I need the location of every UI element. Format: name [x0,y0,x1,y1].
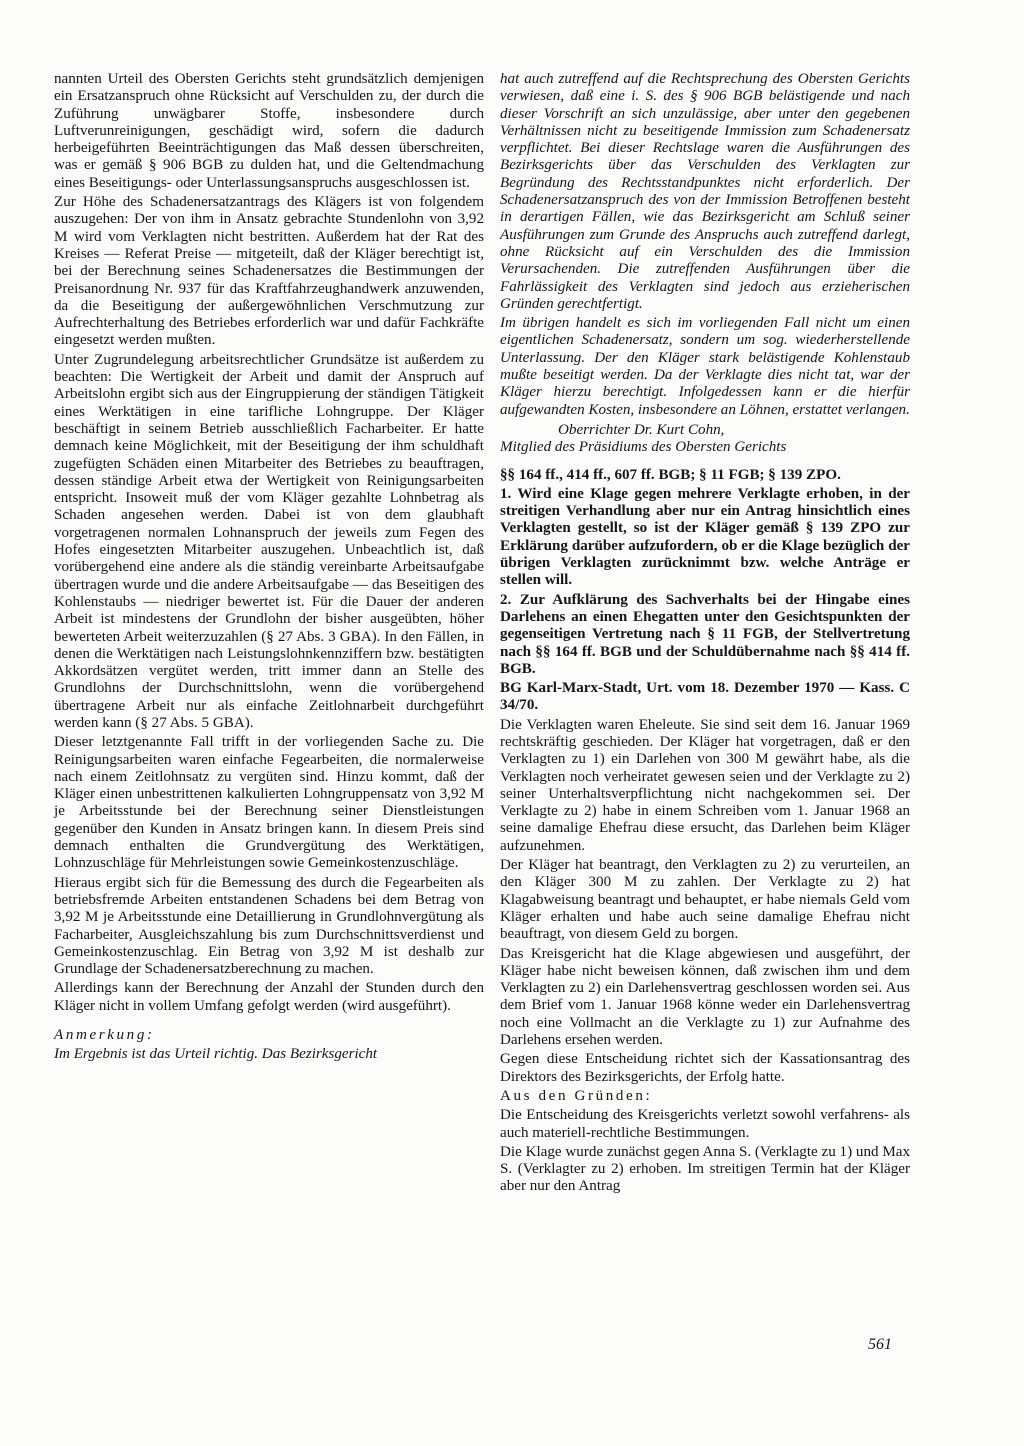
left-column-paragraph: Zur Höhe des Schadenersatzantrags des Klägers ist von folgendem auszugehen: Der von ihm in Ansatz gebrachte Stundenlohn von 3,92 M wird vom Verklagten nicht bestritten. Außerdem hat der Rat des Kreises — Referat Preise — mitgeteilt, daß der Kläger berechtigt ist, bei der Berechnung seines Schadenersatzes die Bestimmungen der Preisanordnung Nr. 937 für das Kraftfahrzeughandwerk anzuwenden, da die Beseitigung der außergewöhnlichen Verschmutzung zur Aufrechterhaltung des Betriebes erforderlich war und dafür Fachkräfte eingesetzt werden mußten. [54,194,484,349]
case-paragraph: 1. Wird eine Klage gegen mehrere Verklagte erhoben, in der streitigen Verhandlung aber nur ein Antrag hinsichtlich eines Verklagten gestellt, so ist der Kläger gemäß § 139 ZPO zur Erklärung darüber aufzufordern, ob er die Klage bezüglich der übrigen Verklagten zurücknimmt bzw. welche Anträge er stellen will. [500,485,910,589]
page-number: 561 [868,1336,892,1353]
signature-role: Mitglied des Präsidiums des Obersten Gerichts [500,439,787,456]
left-column-paragraph: nannten Urteil des Obersten Gerichts steht grundsätzlich demjenigen ein Ersatzanspruch ohne Rücksicht auf Verschulden zu, der durch die Zuführung unwägbarer Stoffe, insbesondere durch Luftverunreinigungen, geschädigt wird, sofern die dadurch herbeigeführten Beeinträchtigungen das Maß dessen überschreiten, was er gemäß § 906 BGB zu dulden hat, und die Geltendmachung eines Beseitigungs- oder Unterlassungsanspruchs ausgeschlossen ist. [54,71,484,191]
case-paragraph: Der Kläger hat beantragt, den Verklagten zu 2) zu verurteilen, an den Kläger 300 M zu zahlen. Der Verklagte zu 2) hat Klagabweisung beantragt und behauptet, er habe niemals Geld vom Kläger erhalten und habe auch seine damalige Ehefrau nicht beauftragt, von diesem Geld zu borgen. [500,857,910,943]
left-column-paragraph: Dieser letztgenannte Fall trifft in der vorliegenden Sache zu. Die Reinigungsarbeiten waren einfache Fegearbeiten, die normalerweise nach einem Zeitlohnsatz zu vergüten sind. Hinzu kommt, daß der Kläger einen unbestrittenen kalkulierten Lohngruppensatz von 3,92 M je Arbeitsstunde bei der Berechnung seiner Dienstleistungen gegenüber den Kunden in Ansatz bringen kann. In diesem Preis sind demnach enthalten die Grundvergütung des Werktätigen, Lohnzuschläge für Mehrleistungen sowie Gemeinkostenzuschläge. [54,734,484,872]
left-column-paragraph: Hieraus ergibt sich für die Bemessung des durch die Fegearbeiten als betriebsfremde Arbeiten entstandenen Schadens bei dem Betrag von 3,92 M je Arbeitsstunde eine Detaillierung in Grundlohnvergütung als Facharbeiter, Ausgleichszahlung bis zum Durchschnittsverdienst und Gemeinkostenzuschlag. Ein Betrag von 3,92 M ist deshalb zur Grundlage der Schadenersatzberechnung zu machen. [54,874,484,978]
case-paragraph: 2. Zur Aufklärung des Sachverhalts bei der Hingabe eines Darlehens an einen Ehegatten unter den Gesichtspunkten der gegenseitigen Vertretung nach § 11 FGB, der Stellvertretung nach §§ 164 ff. BGB und der Schuldübernahme nach §§ 414 ff. BGB. [500,591,910,677]
annotation-paragraph: hat auch zutreffend auf die Rechtsprechung des Obersten Gerichts verwiesen, daß eine i. S. des § 906 BGB belästigende und nach dieser Vorschrift an sich unzulässige, aber unter den gegebenen Verhältnissen nicht zu beseitigende Immission zum Schadenersatz verpflichtet. Bei dieser Rechtslage waren die Ausführungen des Bezirksgerichts über das Verschulden des Verklagten zur Begründung des Rechtsstandpunktes nicht erforderlich. Der Schadenersatzanspruch des von der Immission Betroffenen besteht in derartigen Fällen, wie das Bezirksgericht am Schluß seiner Ausführungen zum Grunde des Anspruchs auch zutreffend darlegt, ohne Rücksicht auf ein Verschulden des die Immission Verursachenden. Die zutreffenden Ausführungen über die Fahrlässigkeit des Verklagten sind jedoch aus erzieherischen Gründen gerechtfertigt. [500,71,910,312]
annotation-paragraph: Im übrigen handelt es sich im vorliegenden Fall nicht um einen eigentlichen Schadenersatz, sondern um sog. wiederherstellende Unterlassung. Der den Kläger stark belästigende Kohlenstaub mußte beseitigt werden. Da der Verklagte dies nicht tat, war der Kläger hierzu berechtigt. Infolgedessen kann er die hierfür aufgewandten Kosten, insbesondere an Löhnen, erstattet verlangen. [500,315,910,418]
case-paragraph: Gegen diese Entscheidung richtet sich der Kassationsantrag des Direktors des Bezirksgerichts, der Erfolg hatte. [500,1051,910,1085]
left-column-paragraph: Anmerkung: [54,1027,155,1044]
annotation-text [500,71,910,419]
case-paragraph: Das Kreisgericht hat die Klage abgewiesen und ausgeführt, der Kläger habe nicht beweisen können, daß zwischen ihm und dem Verklagten zu 2) ein Darlehensvertrag geschlossen worden sei. Aus dem Brief vom 1. Januar 1968 könne weder ein Darlehensvertrag noch eine Vollmacht an die Verklagte zu 1) zur Aufnahme des Darlehens ersehen werden. [500,945,910,1049]
case-paragraph: §§ 164 ff., 414 ff., 607 ff. BGB; § 11 FGB; § 139 ZPO. [500,466,841,483]
case-paragraph: Die Klage wurde zunächst gegen Anna S. (Verklagte zu 1) und Max S. (Verklagter zu 2) erhoben. Im streitigen Termin hat der Kläger aber nur den Antrag [500,1143,910,1195]
case-text [500,467,910,1196]
case-paragraph: Die Verklagten waren Eheleute. Sie sind seit dem 16. Januar 1969 rechtskräftig geschieden. Der Kläger hat vorgetragen, daß er den Verklagten zu 1) ein Darlehen von 300 M gewährt habe, als die Verklagten noch verheiratet gewesen seien und der Verklagte zu 2) seiner Unterhaltsverpflichtung nicht nachgekommen sei. Der Verklagte zu 2) habe in einem Schreiben vom 1. Januar 1968 an seine damalige Ehefrau diese ersucht, das Darlehen beim Kläger aufzunehmen. [500,716,910,854]
left-column [54,71,484,1066]
case-paragraph: BG Karl-Marx-Stadt, Urt. vom 18. Dezember 1970 — Kass. C 34/70. [500,680,910,714]
right-column [500,71,910,1198]
signature-block [500,422,910,457]
left-column-paragraph: Im Ergebnis ist das Urteil richtig. Das Bezirksgericht [54,1046,378,1063]
case-paragraph: Die Entscheidung des Kreisgerichts verletzt sowohl verfahrens- als auch materiell-rechtliche Bestimmungen. [500,1107,910,1141]
signature-name: Oberrichter Dr. Kurt Cohn, [558,421,725,438]
case-paragraph: Aus den Gründen: [500,1087,653,1104]
left-column-paragraph: Unter Zugrundelegung arbeitsrechtlicher Grundsätze ist außerdem zu beachten: Die Wertigkeit der Arbeit und damit der Anspruch auf Arbeitslohn ergibt sich aus der Eingruppierung der ständigen Tätigkeit eines Werktätigen in eine tarifliche Lohngruppe. Der Kläger beschäftigt in seinem Betrieb ausschließlich Facharbeiter. Er hatte demnach keine Möglichkeit, mit der Beseitigung der ihm schuldhaft zugefügten Schäden einen Mitarbeiter des Betriebes zu beauftragen, dessen ständige Arbeit etwa der Wertigkeit von Reinigungsarbeiten entspricht. Insoweit muß der vom Kläger gezahlte Lohnbetrag als Schaden angesehen werden. Dabei ist von dem glaubhaft vorgetragenen normalen Lohnanspruch der jeweils zum Fegen des Hofes eingesetzten Mitarbeiter auszugehen. Unbeachtlich ist, daß vorübergehend eine andere als die ständig vereinbarte Arbeitsaufgabe übertragen wurde und die andere Arbeitsaufgabe — das Beseitigen des Kohlenstaubs — niedriger bewertet ist. Für die Dauer der anderen Arbeit ist mindestens der Grundlohn der bisher ausgeübten, höher bewerteten Arbeit weiterzuzahlen (§ 27 Abs. 3 GBA). In den Fällen, in denen die Werktätigen nach Leistungslohnkennziffern bzw. bestätigten Akkordsätzen vergütet werden, tritt immer dann an Stelle des Grundlohns der Durchschnittslohn, wenn die vorübergehend übertragene Arbeit nur als einfache Zeitlohnarbeit durchgeführt werden kann (§ 27 Abs. 5 GBA). [54,351,484,731]
left-column-paragraph: Allerdings kann der Berechnung der Anzahl der Stunden durch den Kläger nicht in vollem Umfang gefolgt werden (wird ausgeführt). [54,980,484,1014]
